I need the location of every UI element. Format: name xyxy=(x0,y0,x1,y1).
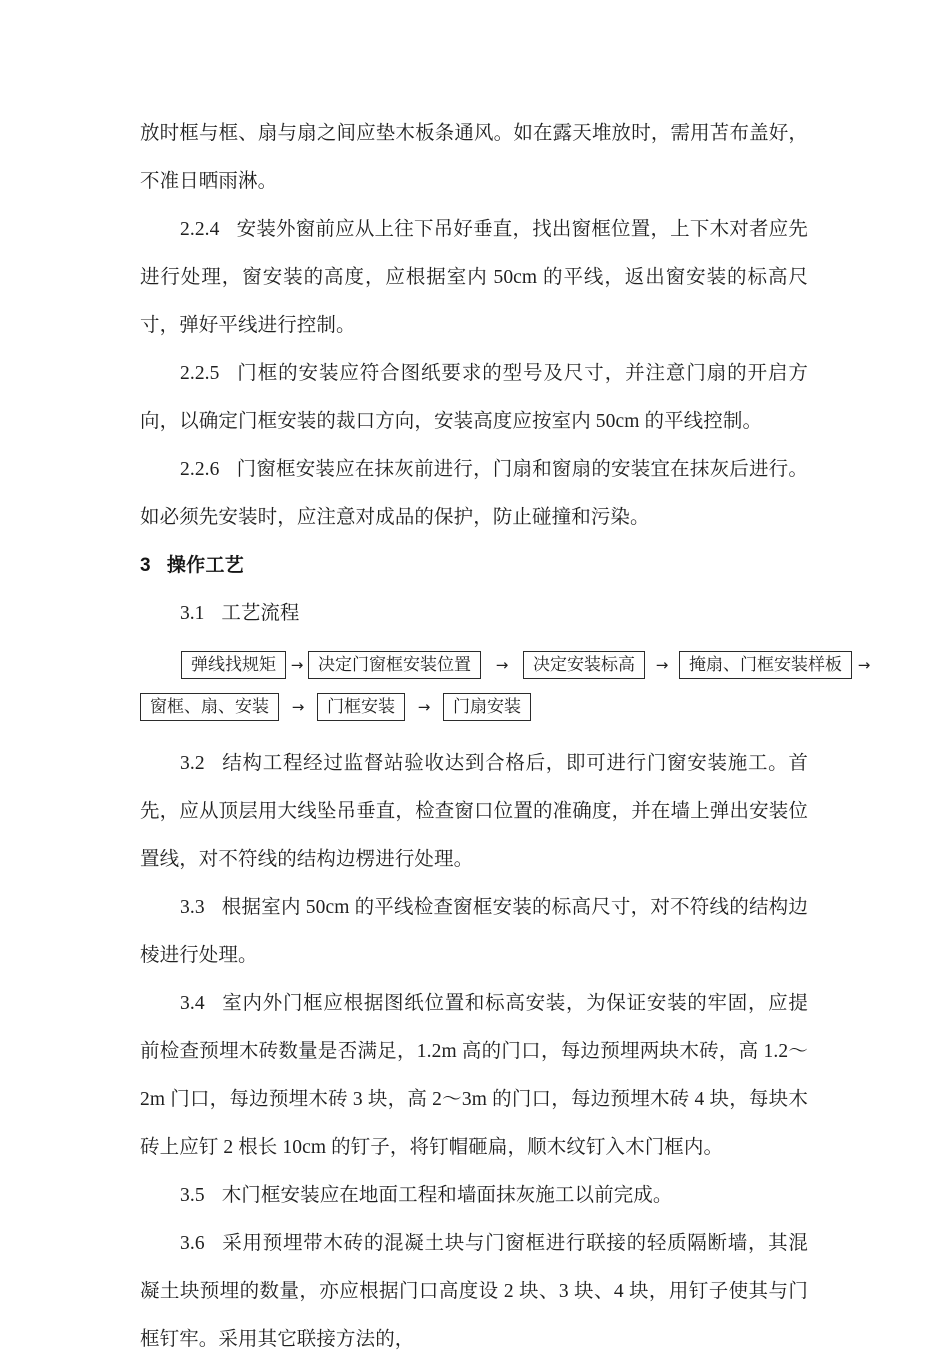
clause-text-3-6-line2: 数量，亦应根据门口高度设 2 块、3 块、4 块，用钉子使其与门框钉牢。采用其它联接方法的， xyxy=(140,1281,808,1350)
clause-text-3-2-line1: 结构工程经过监督站验收达到合格后，即可进行门窗安装施工。首先，应从顶层用 xyxy=(140,753,808,822)
clause-number-2-2-5: 2.2.5 xyxy=(180,363,220,384)
clause-text-2-2-4-line1: 安装外窗前应从上往下吊好垂直，找出窗框位置，上下木对者应先进行处理，窗 xyxy=(140,219,808,288)
clause-text-3-3-line1: 根据室内 50cm 的平线检查窗框安装的标高尺寸，对不符线的结构边棱进行处理。 xyxy=(140,897,808,966)
clause-text-3-4-line1: 室内外门框应根据图纸位置和标高安装，为保证安装的牢固，应提前检查预埋木 xyxy=(140,993,808,1062)
clause-text-3-4-line4: 木纹钉入木门框内。 xyxy=(546,1137,724,1158)
clause-number-3-6: 3.6 xyxy=(180,1233,205,1254)
subsection-number-3-1: 3.1 xyxy=(180,603,205,624)
clause-text-3-5-line1: 木门框安装应在地面工程和墙面抹灰施工以前完成。 xyxy=(221,1185,673,1206)
paragraph-3-2 xyxy=(140,740,808,884)
clause-text-2-2-6-line2: 装时，应注意对成品的保护，防止碰撞和污染。 xyxy=(238,507,650,528)
clause-text-3-4-line2: 砖数量是否满足，1.2m 高的门口，每边预埋两块木砖，高 1.2～2m 门口，每边预埋木砖 3 块， xyxy=(140,1041,808,1110)
paragraph-3-4 xyxy=(140,980,808,1172)
clause-text-2-2-5-line2: 框安装的裁口方向，安装高度应按室内 50cm 的平线控制。 xyxy=(257,411,763,432)
flow-arrow-icon: → xyxy=(655,656,669,674)
clause-text-3-6-line1: 采用预埋带木砖的混凝土块与门窗框进行联接的轻质隔断墙，其混凝土块预埋的 xyxy=(140,1233,808,1302)
flow-box-sample-frame-install: 掩扇、门框安装样板 xyxy=(679,651,852,679)
flow-box-determine-frame-position: 决定门窗框安装位置 xyxy=(308,651,481,679)
subsection-title-3-1: 工艺流程 xyxy=(221,603,300,624)
flow-row-1 xyxy=(140,644,871,686)
clause-number-3-2: 3.2 xyxy=(180,753,205,774)
flow-box-door-leaf-install: 门扇安装 xyxy=(443,693,531,721)
clause-text-2-2-6-line1: 门窗框安装应在抹灰前进行，门扇和窗扇的安装宜在抹灰后进行。如必须先安 xyxy=(140,459,808,528)
flow-box-window-frame-install: 窗框、扇、安装 xyxy=(140,693,279,721)
clause-number-3-4: 3.4 xyxy=(180,993,205,1014)
flow-arrow-icon: → xyxy=(291,698,305,716)
process-flow-diagram xyxy=(140,644,871,728)
flow-box-determine-elevation: 决定安装标高 xyxy=(523,651,645,679)
clause-number-2-2-6: 2.2.6 xyxy=(180,459,220,480)
paragraph-top-continuation: 放时框与框、扇与扇之间应垫木板条通风。如在露天堆放时，需用苫布盖好，不准日晒雨淋。 xyxy=(140,123,808,192)
paragraph-2-2-6 xyxy=(140,446,808,542)
subsection-heading-3-1 xyxy=(140,590,808,638)
clause-text-3-4-line3: 高 2～3m 的门口，每边预埋木砖 4 块，每块木砖上应钉 2 根长 10cm 的钉子，将钉帽砸扁，顺 xyxy=(140,1089,808,1158)
clause-number-2-2-4: 2.2.4 xyxy=(180,219,220,240)
section-heading-3 xyxy=(140,542,808,590)
section-number-3: 3 xyxy=(140,555,151,576)
document-body xyxy=(140,110,871,1364)
section-title-3: 操作工艺 xyxy=(166,555,245,576)
flow-arrow-icon: → xyxy=(417,698,431,716)
clause-text-3-2-line2: 大线坠吊垂直，检查窗口位置的准确度，并在墙上弹出安装位置线，对不符线的结构边楞进 xyxy=(140,801,809,870)
paragraph-2-2-4 xyxy=(140,206,808,350)
flow-box-door-frame-install: 门框安装 xyxy=(317,693,405,721)
flow-arrow-icon: → xyxy=(495,656,509,674)
flow-box-line-marking: 弹线找规矩 xyxy=(181,651,286,679)
paragraph-3-6 xyxy=(140,1220,808,1364)
flow-arrow-icon: → xyxy=(290,656,304,674)
flow-arrow-icon: → xyxy=(857,656,871,674)
clause-text-3-2-line3: 行处理。 xyxy=(394,849,474,870)
spacer xyxy=(140,728,808,740)
paragraph-3-5 xyxy=(140,1172,808,1220)
clause-number-3-3: 3.3 xyxy=(180,897,205,918)
paragraph-3-3 xyxy=(140,884,808,980)
clause-text-2-2-5-line1: 门框的安装应符合图纸要求的型号及尺寸，并注意门扇的开启方向，以确定门 xyxy=(140,363,808,432)
clause-text-2-2-4-line2: 安装的高度，应根据室内 50cm 的平线，返出窗安装的标高尺寸，弹好平线进行控制。 xyxy=(140,267,808,336)
clause-number-3-5: 3.5 xyxy=(180,1185,205,1206)
flow-row-2 xyxy=(140,686,808,728)
paragraph-2-2-5 xyxy=(140,350,808,446)
